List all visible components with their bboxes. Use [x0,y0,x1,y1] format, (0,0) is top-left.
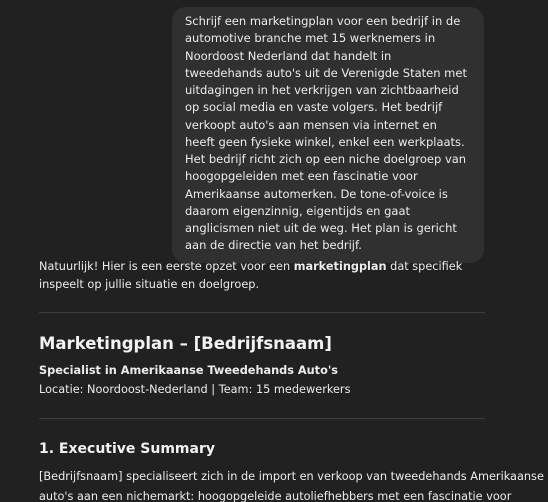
user-message-bubble [172,7,484,263]
divider [39,418,485,419]
plan-meta: Locatie: Noordoost-Nederland | Team: 15 medewerkers [39,383,351,396]
assistant-intro [39,258,485,293]
paragraph-line: auto's aan een nichemarkt: hoogopgeleide autoliefhebbers met een fascinatie voor [39,490,512,502]
user-message-text: Schrijf een marketingplan voor een bedrijf in de automotive branche met 15 werknemers in Noordoost Nederland dat handelt in tweedehands auto's uit de Verenigde Staten met uitdagingen in het verkrijgen van zichtbaarheid op social media en vaste volgers. Het bedrijf verkoopt auto's aan mensen via internet en heeft geen fysieke winkel, enkel een werkplaats. Het bedrijf richt zich op een niche doelgroep van hoogopgeleiden met een fascinatie voor Amerikaanse automerken. De tone-of-voice is daarom eigenzinnig, eigentijds en gaat anglicismen niet uit de weg. Het plan is gericht aan de directie van het bedrijf. [185,14,467,253]
divider [39,312,485,313]
plan-subtitle: Specialist in Amerikaanse Tweedehands Auto's [39,364,339,377]
section-heading: 1. Executive Summary [39,441,215,457]
intro-text-start: Natuurlijk! Hier is een eerste opzet voor een [39,260,294,273]
section-paragraph [39,467,544,502]
paragraph-line: [Bedrijfsnaam] specialiseert zich in de import en verkoop van tweedehands Amerikaanse [39,470,544,483]
plan-title: Marketingplan – [Bedrijfsnaam] [39,334,332,353]
intro-text-bold: marketingplan [293,260,387,273]
intro-text-end: dat specifiek inspeelt op jullie situatie en doelgroep. [39,260,463,291]
